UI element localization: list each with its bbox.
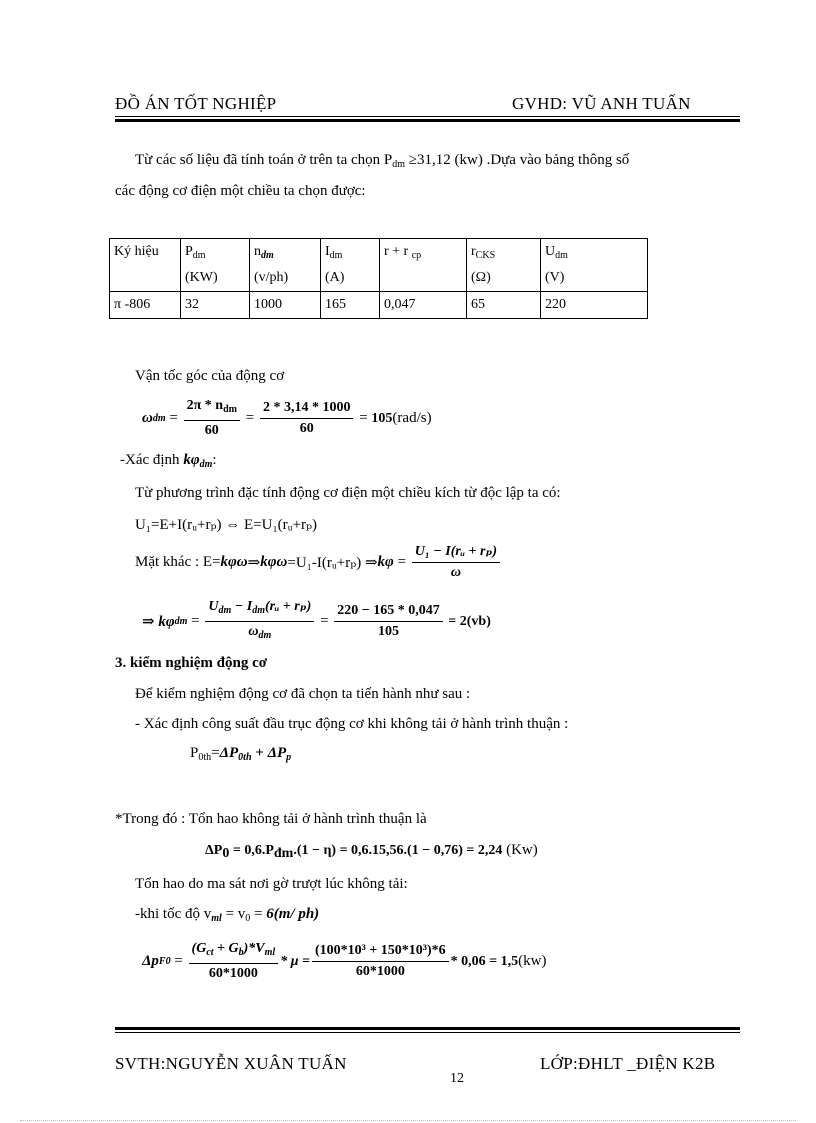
friction-fraction-1: $\frac{(G_{ct} + G_b)*V_{ml}}{60*1000}$ bbox=[189, 940, 279, 983]
velocity-fraction-2: $\frac{2 * 3,14 * 1000}{60}$ bbox=[260, 399, 354, 438]
table-header-cell: $U_{dm}$ (V) bbox=[541, 239, 648, 292]
kphi-fraction-2: $\frac{U_{dm} - I_{dm}(rᵤ + r_p)}{\omega_{dm}}$ bbox=[205, 598, 314, 645]
velocity-fraction-1: $\frac{2\pi * n_{dm}}{60}$ bbox=[184, 397, 240, 440]
table-header-cell: r + r $_{cp}$ bbox=[380, 239, 467, 292]
page-number: 12 bbox=[450, 1071, 464, 1086]
table-cell: π -806 bbox=[110, 292, 181, 319]
table-cell: 65 bbox=[467, 292, 541, 319]
footer-rule-thin bbox=[115, 1032, 740, 1033]
header-right: GVHD: VŨ ANH TUẤN bbox=[512, 94, 691, 113]
intro-line-2: các động cơ điện một chiều ta chọn được: bbox=[115, 183, 366, 199]
table-cell: 32 bbox=[181, 292, 250, 319]
header-rule-thick bbox=[115, 119, 740, 122]
velocity-equation: ω dm = $\frac{2\pi * n_{dm}}{60}$ = $\frac{2 * 3,14 * 1000}{60}$ = 105 (rad/s) bbox=[142, 398, 432, 438]
footer-right: LỚP:ĐHLT _ĐIỆN K2B bbox=[540, 1054, 716, 1073]
table-cell: 220 bbox=[541, 292, 648, 319]
kphi-title: -Xác định $k\varphi_{dm}$: bbox=[120, 452, 217, 470]
dp0-equation: $\Delta P_0 = 0,6.P_{đm}.(1 - \eta) = 0,6.15,56.(1 - 0,76) = 2,24$ (Kw) bbox=[205, 842, 538, 861]
kphi-fraction: $\frac{\text{U₁ − I(rᵤ + rₚ)}}{\omega}$ bbox=[412, 543, 500, 582]
section3-line-2: - Xác định công suất đầu trục động cơ khi không tải ở hành trình thuận : bbox=[135, 716, 569, 732]
velocity-title: Vận tốc góc của động cơ bbox=[135, 368, 285, 384]
table-header-cell: $r_{CKS}$ (Ω) bbox=[467, 239, 541, 292]
friction-line: Tổn hao do ma sát nơi gờ trượt lúc không tải: bbox=[135, 876, 408, 892]
p0th-equation: $P_{0th}=\Delta P_{0th} + \Delta P_p$ bbox=[190, 745, 292, 763]
note-line: *Trong đó : Tổn hao không tải ở hành trình thuận là bbox=[115, 811, 427, 827]
table-cell: 1000 bbox=[250, 292, 321, 319]
kphi-fraction-3: $\frac{220 - 165 * 0,047}{105}$ bbox=[334, 602, 442, 641]
table-cell: 165 bbox=[321, 292, 380, 319]
table-cell: 0,047 bbox=[380, 292, 467, 319]
friction-equation: Δp F0 = $\frac{(G_{ct} + G_b)*V_{ml}}{60*1000}$ * μ = $\frac{\text{(100*10³ + 150*10³)*6}}{60*1000}$ * 0,06 = 1,5 (kw) bbox=[142, 941, 547, 981]
header-left: ĐỒ ÁN TỐT NGHIỆP bbox=[115, 94, 277, 113]
header-rule-thin bbox=[115, 116, 740, 117]
table-header-cell: $I_{dm}$ (A) bbox=[321, 239, 380, 292]
speed-line: -khi tốc độ $v_{ml} = v_0 = 6(m/$ ph) bbox=[135, 906, 320, 924]
table-header-row bbox=[110, 239, 648, 292]
table-row bbox=[110, 292, 648, 319]
intro-line-1: Từ các số liệu đã tính toán ở trên ta chọn $P_{dm} \ge 31,12$ (kw) .Dựa vào bảng thông số bbox=[135, 152, 630, 170]
page-edge-divider bbox=[20, 1120, 796, 1121]
table-header-cell: Ký hiệu bbox=[110, 239, 181, 292]
kphi-eq-1: U₁=E+I(rᵤ+rₚ) ⇔ E=U₁(rᵤ+rₚ) bbox=[135, 517, 318, 533]
footer-rule-thick bbox=[115, 1027, 740, 1030]
section3-line-1: Để kiểm nghiệm động cơ đã chọn ta tiến hành như sau : bbox=[135, 686, 471, 702]
table-header-cell: $P_{dm}$ (KW) bbox=[181, 239, 250, 292]
kphi-eq-2: Mặt khác : E= kφω ⇒ kφω =U₁-I(rᵤ+rₚ) ⇒ kφ = $\frac{\text{U₁ − I(rᵤ + rₚ)}}{\omega}$ bbox=[135, 543, 502, 582]
footer-left: SVTH:NGUYỄN XUÂN TUẤN bbox=[115, 1054, 347, 1073]
motor-spec-table bbox=[109, 238, 648, 319]
kphi-eq-3: ⇒ kφ dm = $\frac{U_{dm} - I_{dm}(rᵤ + r_p)}{\omega_{dm}}$ = $\frac{220 - 165 * 0,047}{105}$ = 2(vb) bbox=[142, 598, 491, 645]
friction-fraction-2: $\frac{\text{(100*10³ + 150*10³)*6}}{60*1000}$ bbox=[312, 942, 449, 981]
section3-title: 3. kiểm nghiệm động cơ bbox=[115, 655, 268, 671]
kphi-line-1: Từ phương trình đặc tính động cơ điện một chiều kích từ độc lập ta có: bbox=[135, 485, 561, 501]
table-header-cell: $n_{dm}$ (v/ph) bbox=[250, 239, 321, 292]
